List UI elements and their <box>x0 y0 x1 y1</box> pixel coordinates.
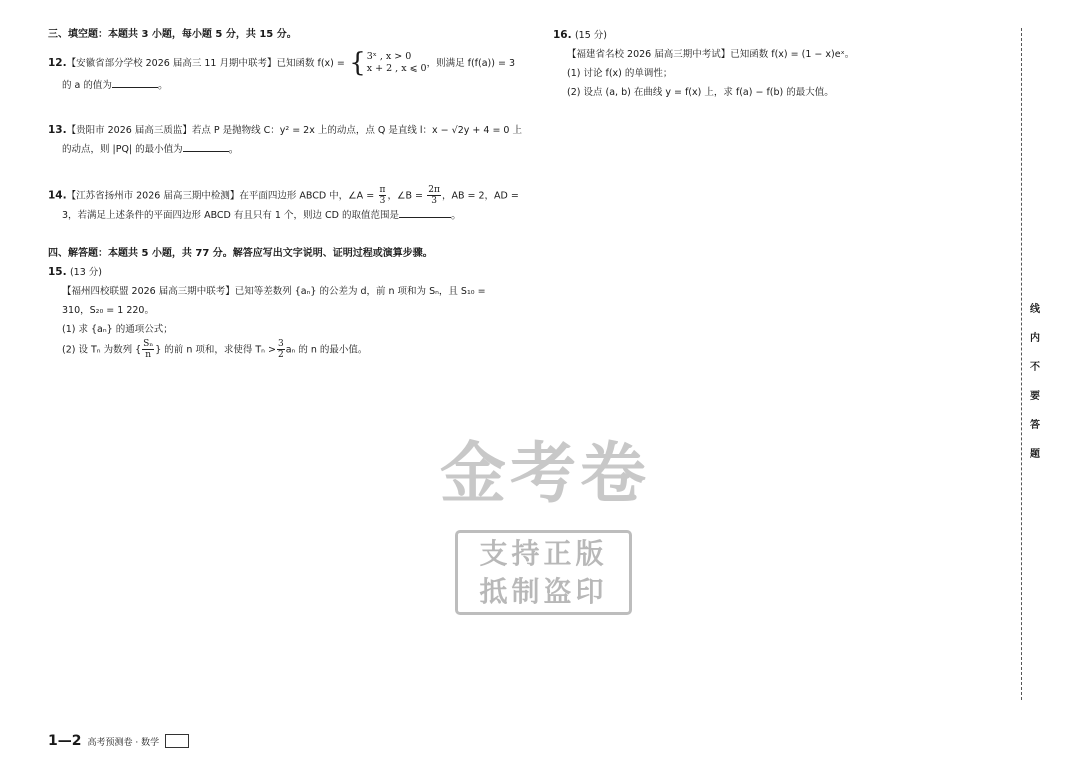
question-text-end: 。 <box>228 143 240 155</box>
sub-question-2-cont: } 的前 n 项和，求使得 Tₙ > <box>155 344 276 356</box>
fraction-denominator: n <box>145 350 152 360</box>
sub-question-2: (2) 设 Tₙ 为数列 { <box>62 344 142 356</box>
binding-char: 不 <box>1030 362 1040 373</box>
question-15 <box>48 263 526 360</box>
fraction-denominator: 2 <box>277 350 284 360</box>
sub-question-1: (1) 讨论 f(x) 的单调性； <box>567 68 673 79</box>
case-2: x + 2 , x ⩽ 0 <box>366 63 427 74</box>
question-text: ，AB = 2，AD = <box>441 190 519 202</box>
question-score: (15 分) <box>574 30 607 41</box>
question-12 <box>48 50 526 95</box>
question-text: 【福建省名校 2026 届高三期中考试】已知函数 f(x) = (1 − x)eˣ。 <box>567 49 855 60</box>
question-number: 12. <box>48 57 67 69</box>
brace-icon: { <box>349 48 366 78</box>
question-text: ，∠B = <box>387 190 423 202</box>
answer-blank <box>183 151 229 152</box>
page-footer <box>48 733 189 749</box>
binding-margin-text <box>1027 300 1043 474</box>
question-text: 的动点，则 |PQ| 的最小值为 <box>62 144 183 155</box>
question-number: 13. <box>48 124 67 136</box>
binding-line <box>1021 28 1022 700</box>
piecewise-function <box>348 50 426 76</box>
question-number: 15. <box>48 266 67 278</box>
question-text: 【福州四校联盟 2026 届高三期中联考】已知等差数列 {aₙ} 的公差为 d，前 n 项和为 Sₙ，且 S₁₀ = <box>62 286 486 297</box>
section-3-heading: 三、填空题：本题共 3 小题，每小题 5 分，共 15 分。 <box>48 29 297 40</box>
binding-char: 题 <box>1030 449 1040 460</box>
question-text: 【贵阳市 2026 届高三质监】若点 P 是抛物线 C：y² = 2x 上的动点，点 Q 是直线 l：x − √2y + 4 = 0 上 <box>66 125 522 136</box>
fraction-numerator: π <box>379 185 386 195</box>
fraction-denominator: 3 <box>379 196 386 206</box>
sub-question-2-end: aₙ 的 n 的最小值。 <box>285 344 368 356</box>
fraction <box>427 185 441 206</box>
question-text: 【江苏省扬州市 2026 届高三期中检测】在平面四边形 ABCD 中，∠A = <box>66 190 375 202</box>
binding-char: 答 <box>1030 420 1040 431</box>
fraction <box>277 339 285 360</box>
fraction-denominator: 3 <box>431 196 437 206</box>
question-score: (13 分) <box>69 267 102 278</box>
page-number: 1—2 <box>48 733 82 749</box>
question-text: 3，若满足上述条件的平面四边形 ABCD 有且只有 1 个，则边 CD 的取值范围是 <box>62 210 399 221</box>
sub-question-1: (1) 求 {aₙ} 的通项公式； <box>62 324 173 335</box>
case-1: 3ˣ , x > 0 <box>366 51 412 62</box>
section-4-heading: 四、解答题：本题共 5 小题，共 77 分。解答应写出文字说明、证明过程或演算步骤。 <box>48 248 433 259</box>
question-number: 16. <box>553 29 572 41</box>
question-text: ，则满足 f(f(a)) = 3 <box>426 58 516 69</box>
watermark-brand: 金考卷 <box>440 435 650 512</box>
binding-char: 线 <box>1030 304 1040 315</box>
sub-question-2: (2) 设点 (a, b) 在曲线 y = f(x) 上，求 f(a) − f(b) 的最大值。 <box>567 87 834 98</box>
footer-title: 高考预测卷 · 数学 <box>87 737 160 748</box>
watermark-line-1: 支持正版 <box>479 536 608 570</box>
question-text-end: 。 <box>157 79 169 91</box>
question-16 <box>553 26 1003 102</box>
publisher-logo-icon <box>165 734 189 748</box>
watermark-line-2: 抵制盗印 <box>479 574 608 608</box>
answer-blank <box>399 217 451 218</box>
question-text: 的 a 的值为 <box>62 80 112 91</box>
fraction-numerator: Sₙ <box>143 339 154 349</box>
fraction-numerator: 2π <box>428 185 440 195</box>
watermark-stamp <box>455 530 632 615</box>
question-text-end: 。 <box>450 209 462 221</box>
right-column <box>553 26 1003 122</box>
question-13 <box>48 121 526 159</box>
question-text: 【安徽省部分学校 2026 届高三 11 月期中联考】已知函数 f(x) = <box>66 58 345 69</box>
fraction <box>379 185 387 206</box>
fraction-numerator: 3 <box>277 339 284 349</box>
fraction <box>142 339 154 360</box>
question-14 <box>48 185 526 225</box>
binding-char: 内 <box>1030 333 1040 344</box>
question-text: 310，S₂₀ = 1 220。 <box>62 305 154 316</box>
left-column <box>48 26 526 380</box>
binding-char: 要 <box>1030 391 1040 402</box>
question-number: 14. <box>48 189 67 202</box>
answer-blank <box>112 87 158 88</box>
